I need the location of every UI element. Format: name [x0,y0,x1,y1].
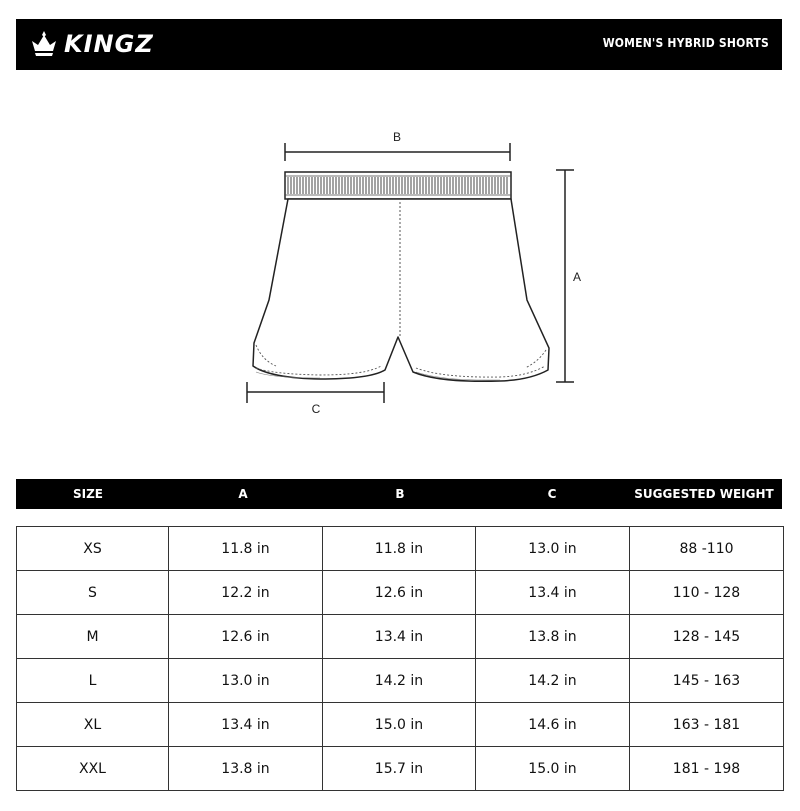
cell-weight: 110 - 128 [630,571,784,615]
product-title: WOMEN'S HYBRID SHORTS [602,36,769,50]
cell-size: M [17,615,169,659]
header-c: C [547,487,557,501]
cell-b: 14.2 in [323,659,476,703]
cell-a: 12.2 in [169,571,323,615]
cell-a: 12.6 in [169,615,323,659]
header-suggested-weight: SUGGESTED WEIGHT (LBS) [634,487,774,531]
table-row [17,571,784,615]
header-b: B [395,487,405,501]
dimension-c [247,382,384,416]
cell-size: L [17,659,169,703]
dimension-a [556,170,581,382]
cell-weight: 181 - 198 [630,747,784,791]
dimension-b [285,130,510,161]
cell-b: 13.4 in [323,615,476,659]
table-row [17,527,784,571]
cell-size: XXL [17,747,169,791]
cell-weight: 128 - 145 [630,615,784,659]
cell-weight: 88 -110 [630,527,784,571]
dimension-label-a: A [572,270,582,284]
table-row [17,615,784,659]
table-row [17,703,784,747]
cell-c: 14.6 in [476,703,630,747]
cell-c: 14.2 in [476,659,630,703]
table-row [17,747,784,791]
cell-weight: 145 - 163 [630,659,784,703]
dimension-label-c: C [311,402,321,416]
cell-size: XL [17,703,169,747]
shorts-body [253,199,549,381]
cell-size: XS [17,527,169,571]
brand-name: KINGZ [64,30,154,58]
header-size: SIZE [72,487,103,501]
cell-a: 13.0 in [169,659,323,703]
cell-c: 13.4 in [476,571,630,615]
cell-a: 13.4 in [169,703,323,747]
table-row [17,659,784,703]
cell-c: 13.8 in [476,615,630,659]
size-table-header [16,479,782,531]
cell-size: S [17,571,169,615]
cell-b: 12.6 in [323,571,476,615]
dimension-label-b: B [392,130,402,144]
cell-b: 15.0 in [323,703,476,747]
cell-b: 15.7 in [323,747,476,791]
header-a: A [238,487,248,501]
size-chart-table [16,526,784,791]
cell-c: 15.0 in [476,747,630,791]
cell-c: 13.0 in [476,527,630,571]
cell-b: 11.8 in [323,527,476,571]
cell-a: 13.8 in [169,747,323,791]
waistband [285,172,511,199]
cell-a: 11.8 in [169,527,323,571]
cell-weight: 163 - 181 [630,703,784,747]
